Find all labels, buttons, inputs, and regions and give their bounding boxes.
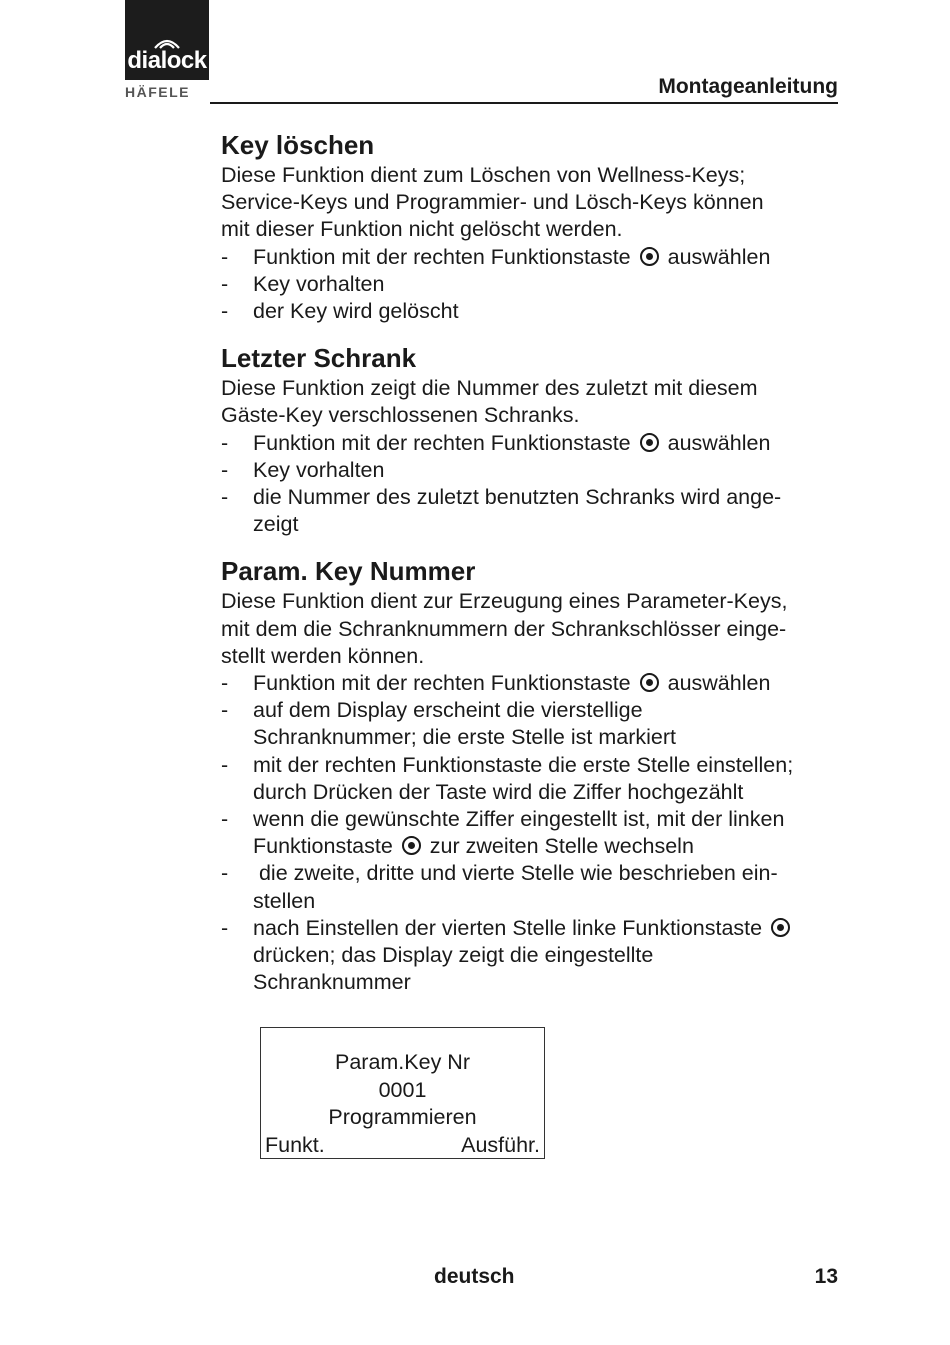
key-button-icon bbox=[402, 836, 421, 855]
header-divider bbox=[210, 102, 838, 104]
step-text: drücken; das Display zeigt die eingestellte bbox=[253, 943, 654, 968]
intro-line: Service-Keys und Programmier- und Lösch-Keys können bbox=[221, 190, 764, 215]
step-text: der Key wird gelöscht bbox=[253, 299, 459, 324]
list-item bbox=[221, 752, 836, 806]
section-key-loeschen bbox=[221, 128, 836, 325]
list-item bbox=[221, 670, 836, 697]
step-text: durch Drücken der Taste wird die Ziffer hochgezählt bbox=[253, 779, 744, 804]
step-text: die zweite, dritte und vierte Stelle wie beschrieben ein- bbox=[253, 861, 778, 886]
list-dash: - bbox=[221, 299, 229, 324]
step-text: nach Einstellen der vierten Stelle linke Funktionstaste bbox=[253, 915, 763, 940]
display-line: Param.Key Nr bbox=[334, 1050, 470, 1074]
step-text: Funktion mit der rechten Funktionstaste bbox=[253, 244, 631, 269]
section-intro bbox=[221, 588, 836, 670]
list-dash: - bbox=[221, 752, 229, 777]
step-list bbox=[221, 670, 836, 996]
step-text: Key vorhalten bbox=[253, 271, 385, 296]
section-intro bbox=[221, 162, 836, 244]
step-text: mit der rechten Funktionstaste die erste Stelle einstellen; bbox=[253, 752, 794, 777]
step-text: die Nummer des zuletzt benutzten Schranks wird ange- bbox=[253, 485, 782, 510]
step-text: auswählen bbox=[667, 244, 771, 269]
step-text: Funktionstaste bbox=[253, 834, 393, 859]
section-letzter-schrank bbox=[221, 341, 836, 538]
step-list bbox=[221, 430, 836, 539]
display-softkey-labels bbox=[261, 1132, 544, 1160]
list-item bbox=[221, 697, 836, 751]
list-item bbox=[221, 915, 836, 997]
list-dash: - bbox=[221, 698, 229, 723]
section-title: Param. Key Nummer bbox=[221, 556, 476, 587]
list-dash: - bbox=[221, 430, 229, 455]
page-content bbox=[221, 128, 836, 996]
list-item bbox=[221, 484, 836, 538]
display-line: 0001 bbox=[378, 1077, 427, 1102]
list-dash: - bbox=[221, 485, 229, 510]
list-item bbox=[221, 271, 836, 298]
key-button-icon bbox=[771, 918, 790, 937]
step-text: Funktion mit der rechten Funktionstaste bbox=[253, 430, 631, 455]
key-button-icon bbox=[640, 673, 659, 692]
dialock-logo bbox=[125, 0, 209, 80]
footer-language: deutsch bbox=[434, 1265, 515, 1288]
list-dash: - bbox=[221, 861, 229, 886]
step-list bbox=[221, 244, 836, 326]
step-text: stellen bbox=[253, 888, 316, 913]
step-text: zur zweiten Stelle wechseln bbox=[429, 834, 694, 859]
step-text: Funktion mit der rechten Funktionstaste bbox=[253, 671, 631, 696]
intro-line: mit dem die Schranknummern der Schrankschlösser einge- bbox=[221, 616, 787, 641]
list-item bbox=[221, 457, 836, 484]
section-param-key-nummer bbox=[221, 554, 836, 996]
key-button-icon bbox=[640, 433, 659, 452]
list-dash: - bbox=[221, 671, 229, 696]
document-title: Montageanleitung bbox=[658, 75, 838, 98]
list-item bbox=[221, 806, 836, 860]
intro-line: Diese Funktion dient zur Erzeugung eines Parameter-Keys, bbox=[221, 589, 788, 614]
page-number: 13 bbox=[814, 1265, 838, 1288]
step-text: Schranknummer bbox=[253, 970, 411, 995]
list-dash: - bbox=[221, 457, 229, 482]
list-item bbox=[221, 430, 836, 457]
list-dash: - bbox=[221, 271, 229, 296]
list-item bbox=[221, 860, 836, 914]
list-item bbox=[221, 298, 836, 325]
list-item bbox=[221, 244, 836, 271]
list-dash: - bbox=[221, 244, 229, 269]
display-line: Programmieren bbox=[328, 1105, 477, 1129]
logo-text: dialock bbox=[127, 47, 207, 74]
list-dash: - bbox=[221, 807, 229, 832]
key-button-icon bbox=[640, 247, 659, 266]
step-text: auswählen bbox=[667, 430, 771, 455]
step-text-line bbox=[253, 915, 836, 942]
display-left-label: Funkt. bbox=[265, 1132, 325, 1157]
intro-line: Diese Funktion zeigt die Nummer des zuletzt mit diesem bbox=[221, 376, 758, 401]
list-dash: - bbox=[221, 915, 229, 940]
intro-line: Gäste-Key verschlossenen Schranks. bbox=[221, 403, 580, 428]
step-text: Schranknummer; die erste Stelle ist markiert bbox=[253, 725, 676, 750]
section-intro bbox=[221, 375, 836, 429]
intro-line: Diese Funktion dient zum Löschen von Wellness-Keys; bbox=[221, 163, 746, 187]
step-text: Key vorhalten bbox=[253, 457, 385, 482]
intro-line: mit dieser Funktion nicht gelöscht werden. bbox=[221, 217, 623, 242]
step-text: zeigt bbox=[253, 512, 299, 537]
display-right-label: Ausführ. bbox=[461, 1132, 540, 1157]
section-title: Key löschen bbox=[221, 130, 375, 160]
step-text: auf dem Display erscheint die vierstellige bbox=[253, 698, 643, 723]
section-title: Letzter Schrank bbox=[221, 343, 417, 374]
step-text-line bbox=[253, 833, 836, 860]
brand-name: HÄFELE bbox=[125, 84, 190, 100]
intro-line: stellt werden können. bbox=[221, 643, 425, 668]
step-text: auswählen bbox=[667, 671, 771, 696]
step-text: wenn die gewünschte Ziffer eingestellt ist, mit der linken bbox=[253, 807, 785, 832]
lcd-display-illustration bbox=[260, 1027, 545, 1159]
